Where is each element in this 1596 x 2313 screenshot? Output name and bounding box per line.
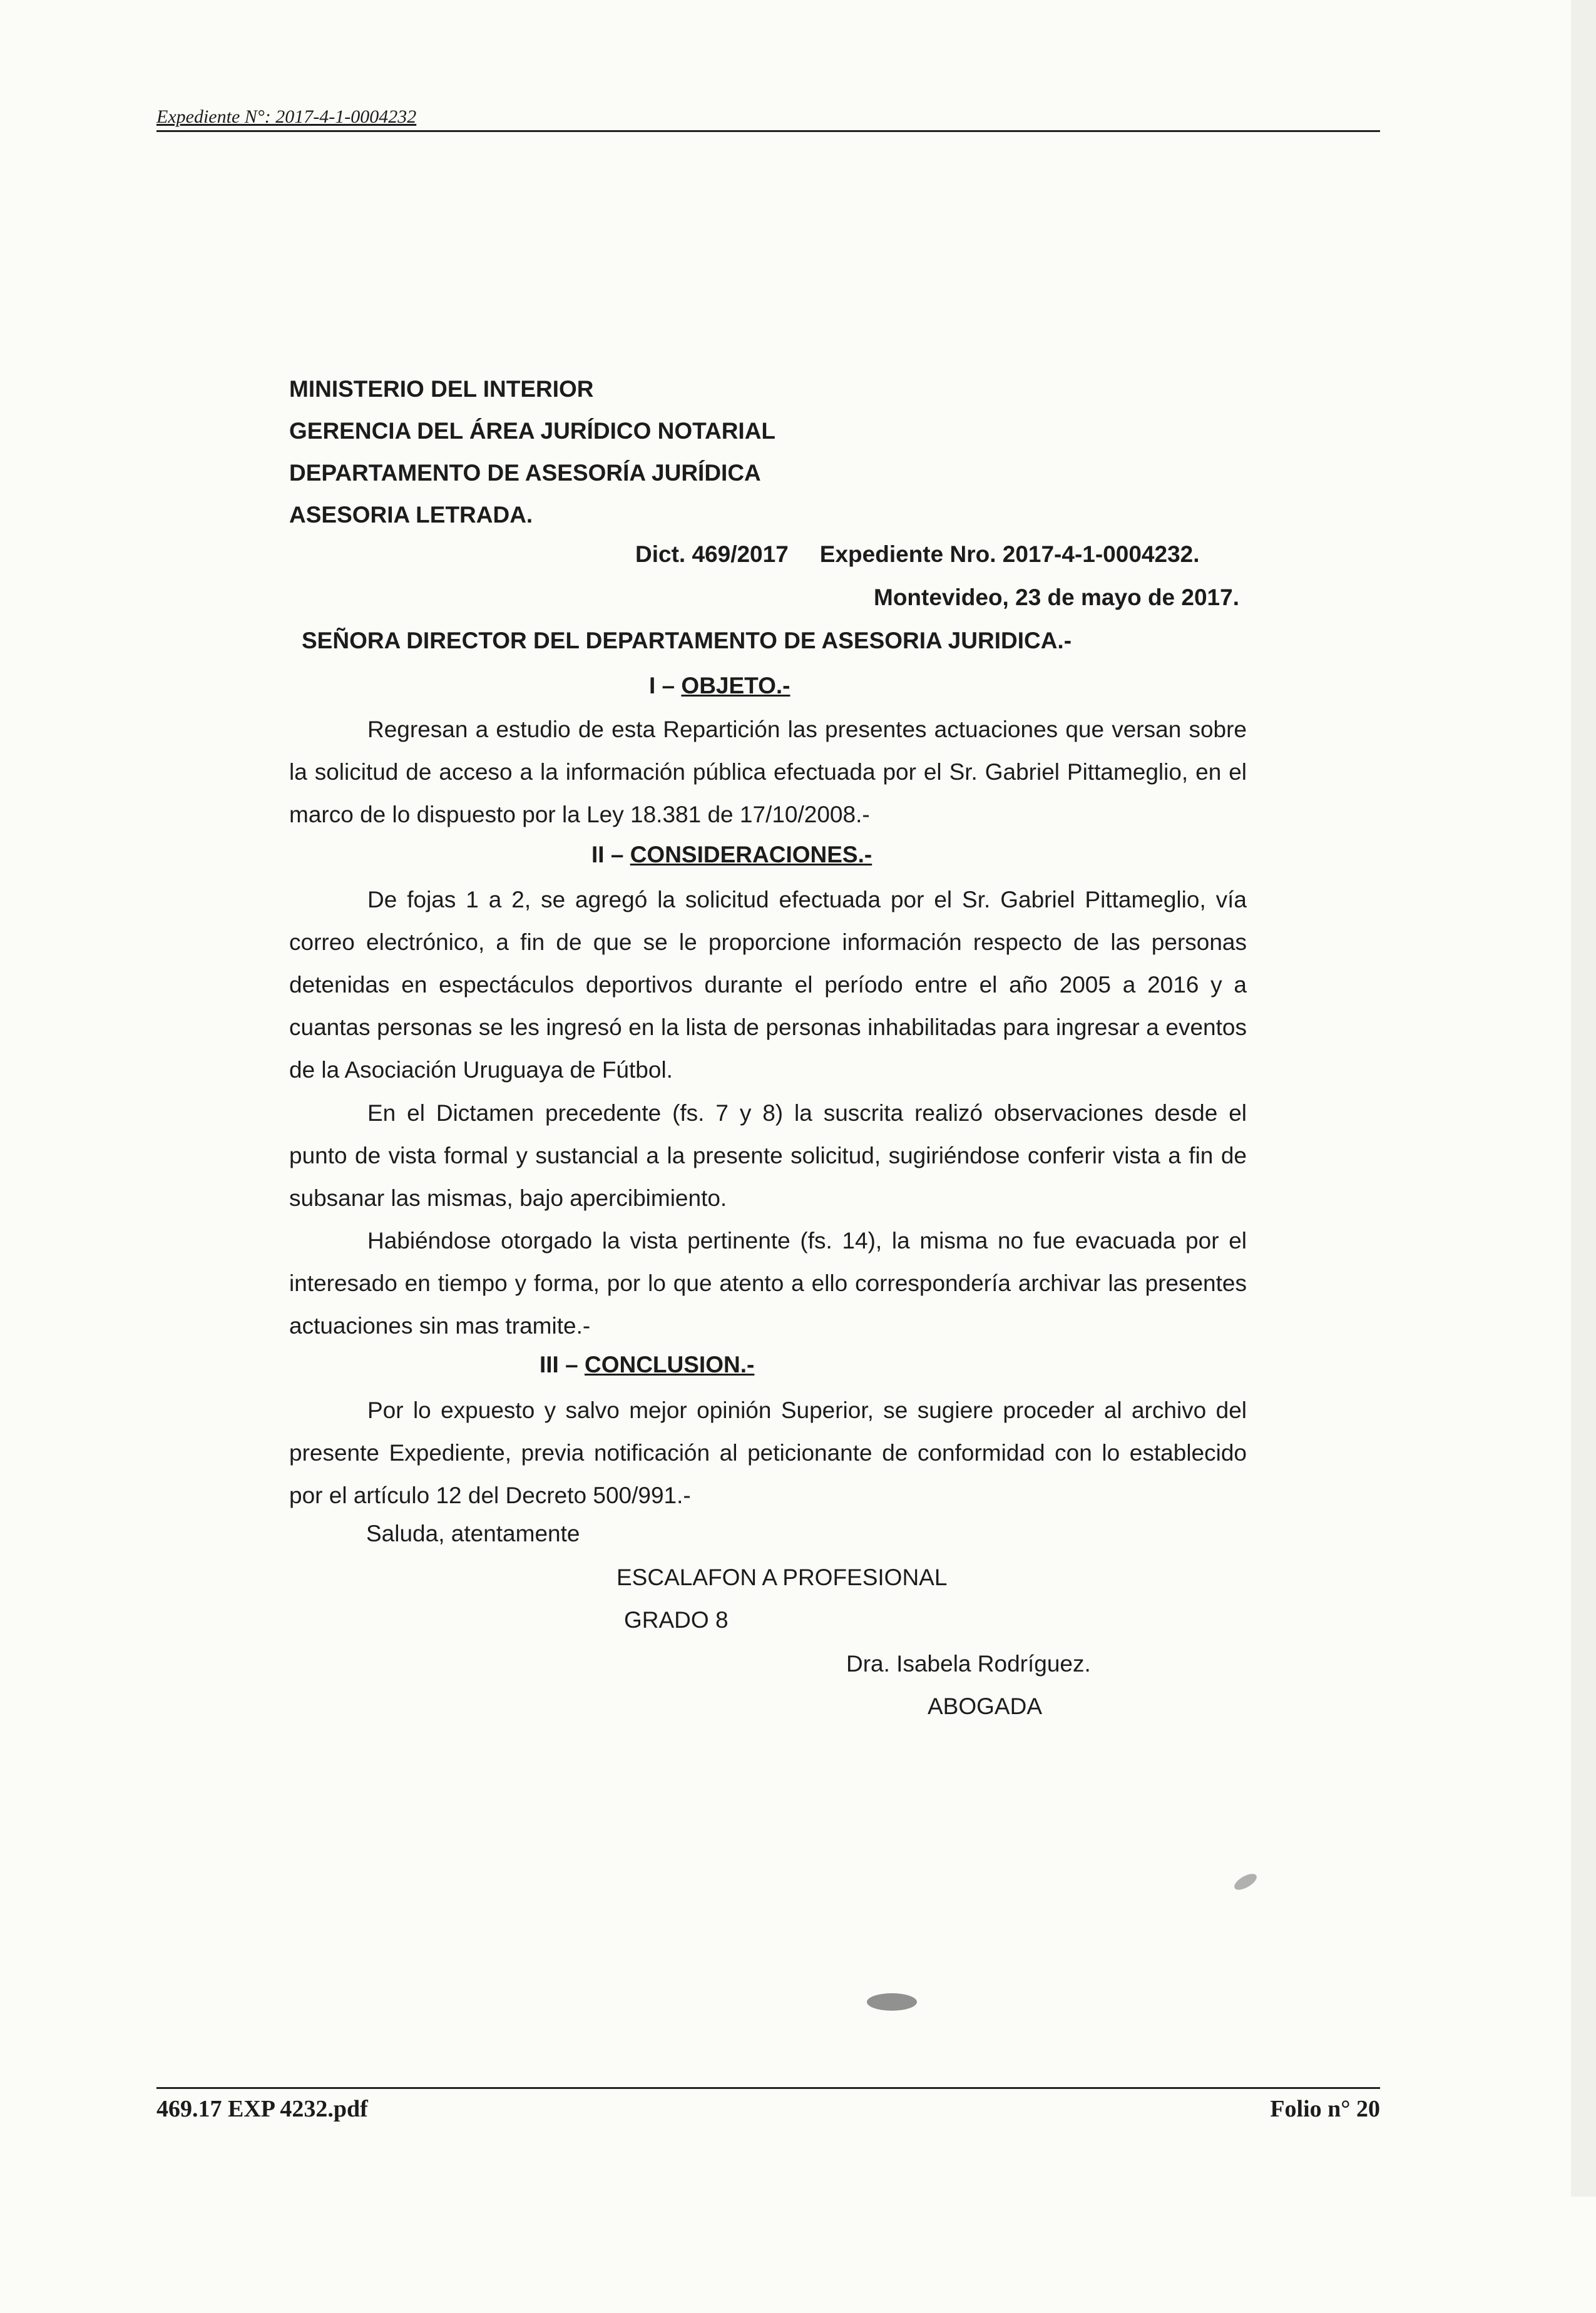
paragraph-consideraciones-1: De fojas 1 a 2, se agregó la solicitud efectuada por el Sr. Gabriel Pittameglio, vía correo electrónico, a fin de que se le proporcione información respecto de las personas detenidas en espectáculos deportivos durante el período entre el año 2005 a 2016 y a cuantas personas se les ingresó en la lista de personas inhabilitadas para ingresar a eventos de la Asociación Uruguaya de Fútbol.	[289, 887, 1247, 1083]
section-heading-conclusion	[540, 1352, 754, 1378]
footer-folio: Folio n° 20	[1270, 2096, 1380, 2122]
dictamen-number: Dict. 469/2017	[635, 541, 789, 567]
paragraph-consideraciones-2: En el Dictamen precedente (fs. 7 y 8) la suscrita realizó observaciones desde el punto de vista formal y sustancial a la presente solicitud, sugiriéndose conferir vista a fin de subsanar las mismas, bajo apercibimiento.	[289, 1100, 1247, 1211]
section-title: OBJETO.-	[681, 673, 790, 698]
paragraph-conclusion-1: Por lo expuesto y salvo mejor opinión Superior, se sugiere proceder al archivo del presente Expediente, previa notificación al peticionante de conformidad con lo establecido por el artículo 12 del Decreto 500/991.-	[289, 1397, 1247, 1508]
expediente-number: Expediente Nro. 2017-4-1-0004232.	[819, 541, 1200, 567]
letterhead-gerencia: GERENCIA DEL ÁREA JURÍDICO NOTARIAL	[289, 418, 776, 444]
footer-filename: 469.17 EXP 4232.pdf	[156, 2096, 368, 2122]
scan-artifact	[1239, 2309, 1240, 2310]
grado-label: GRADO 8	[624, 1607, 729, 1633]
letterhead-asesoria: ASESORIA LETRADA.	[289, 502, 533, 528]
document-header	[156, 106, 1380, 132]
ink-smudge	[867, 1993, 917, 2011]
letterhead-departamento: DEPARTAMENTO DE ASESORÍA JURÍDICA	[289, 460, 761, 486]
signatory-name: Dra. Isabela Rodríguez.	[846, 1651, 1091, 1677]
paragraph-consideraciones-3: Habiéndose otorgado la vista pertinente (fs. 14), la misma no fue evacuada por el interesado en tiempo y forma, por lo que atento a ello correspondería archivar las presentes actuaciones sin mas tramite.-	[289, 1228, 1247, 1339]
section-heading-consideraciones	[591, 842, 872, 868]
escalafon-label: ESCALAFON A PROFESIONAL	[616, 1565, 948, 1590]
section-title: CONSIDERACIONES.-	[630, 842, 872, 867]
reference-line	[635, 541, 1200, 568]
signatory-title: ABOGADA	[928, 1693, 1042, 1719]
section-prefix: I –	[649, 673, 682, 698]
letterhead	[289, 368, 775, 536]
section-title: CONCLUSION.-	[584, 1352, 755, 1377]
document-footer	[156, 2087, 1380, 2123]
date-line: Montevideo, 23 de mayo de 2017.	[874, 585, 1239, 610]
section-prefix: II –	[591, 842, 630, 867]
paragraph-objeto-1: Regresan a estudio de esta Repartición las presentes actuaciones que versan sobre la solicitud de acceso a la información pública efectuada por el Sr. Gabriel Pittameglio, en el marco de lo dispuesto por la Ley 18.381 de 17/10/2008.-	[289, 717, 1247, 827]
closing-salutation: Saluda, atentamente	[366, 1521, 580, 1546]
addressee: SEÑORA DIRECTOR DEL DEPARTAMENTO DE ASESORIA JURIDICA.-	[302, 628, 1072, 653]
expediente-reference: Expediente N°: 2017-4-1-0004232	[156, 106, 417, 127]
section-prefix: III –	[540, 1352, 585, 1377]
letterhead-ministry: MINISTERIO DEL INTERIOR	[289, 376, 594, 402]
page-edge-shadow	[1571, 0, 1596, 2197]
ink-speck	[1232, 1871, 1259, 1893]
section-heading-objeto	[649, 673, 790, 699]
